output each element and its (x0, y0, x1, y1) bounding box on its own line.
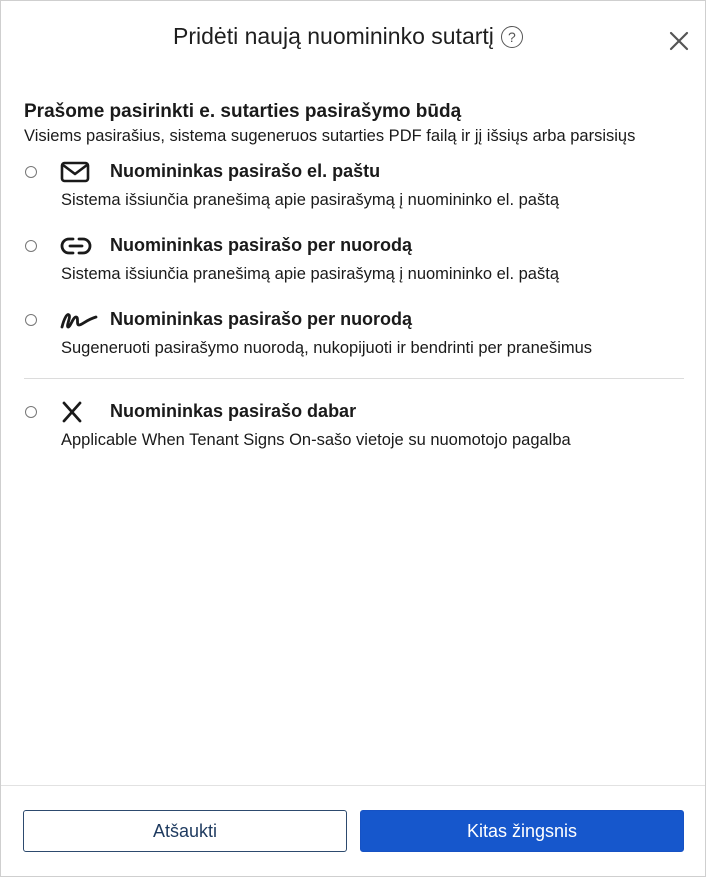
radio-sign-by-generated-link[interactable] (25, 314, 37, 326)
option-description: Sugeneruoti pasirašymo nuorodą, nukopijuoti ir bendrinti per pranešimus (61, 339, 593, 357)
dialog-title-text: Pridėti naują nuomininko sutartį (173, 23, 494, 49)
next-step-button[interactable]: Kitas žingsnis (360, 810, 684, 852)
section-subtitle: Visiems pasirašius, sistema sugeneruos sutarties PDF failą ir jį išsiųs arba parsisiųs (24, 127, 636, 145)
radio-sign-by-email[interactable] (25, 166, 37, 178)
link-icon (60, 235, 92, 257)
section-title: Prašome pasirinkti e. sutarties pasirašymo būdą (24, 101, 462, 122)
close-button[interactable] (667, 29, 691, 53)
cancel-button[interactable]: Atšaukti (23, 810, 347, 852)
option-description: Sistema išsiunčia pranešimą apie pasirašymą į nuomininko el. paštą (61, 265, 559, 283)
signature-icon (60, 309, 98, 331)
radio-sign-now[interactable] (25, 406, 37, 418)
option-label: Nuomininkas pasirašo per nuorodą (110, 235, 413, 255)
question-circle-icon[interactable]: ? (501, 26, 523, 48)
radio-sign-by-link[interactable] (25, 240, 37, 252)
envelope-icon (60, 161, 92, 183)
dialog-header (1, 1, 705, 77)
option-sign-by-link[interactable] (1, 235, 705, 295)
close-icon (667, 29, 691, 53)
option-label: Nuomininkas pasirašo dabar (110, 401, 357, 421)
option-label: Nuomininkas pasirašo per nuorodą (110, 309, 413, 329)
option-sign-by-email[interactable] (1, 161, 705, 221)
option-sign-now[interactable] (1, 401, 705, 461)
options-divider (24, 378, 684, 379)
option-sign-by-generated-link[interactable] (1, 309, 705, 369)
footer-divider (1, 785, 705, 786)
x-mark-icon (60, 401, 92, 423)
option-description: Sistema išsiunčia pranešimą apie pasirašymą į nuomininko el. paštą (61, 191, 559, 209)
option-label: Nuomininkas pasirašo el. paštu (110, 161, 381, 181)
dialog-title (173, 23, 523, 50)
option-description: Applicable When Tenant Signs On-sašo vietoje su nuomotojo pagalba (61, 431, 571, 449)
